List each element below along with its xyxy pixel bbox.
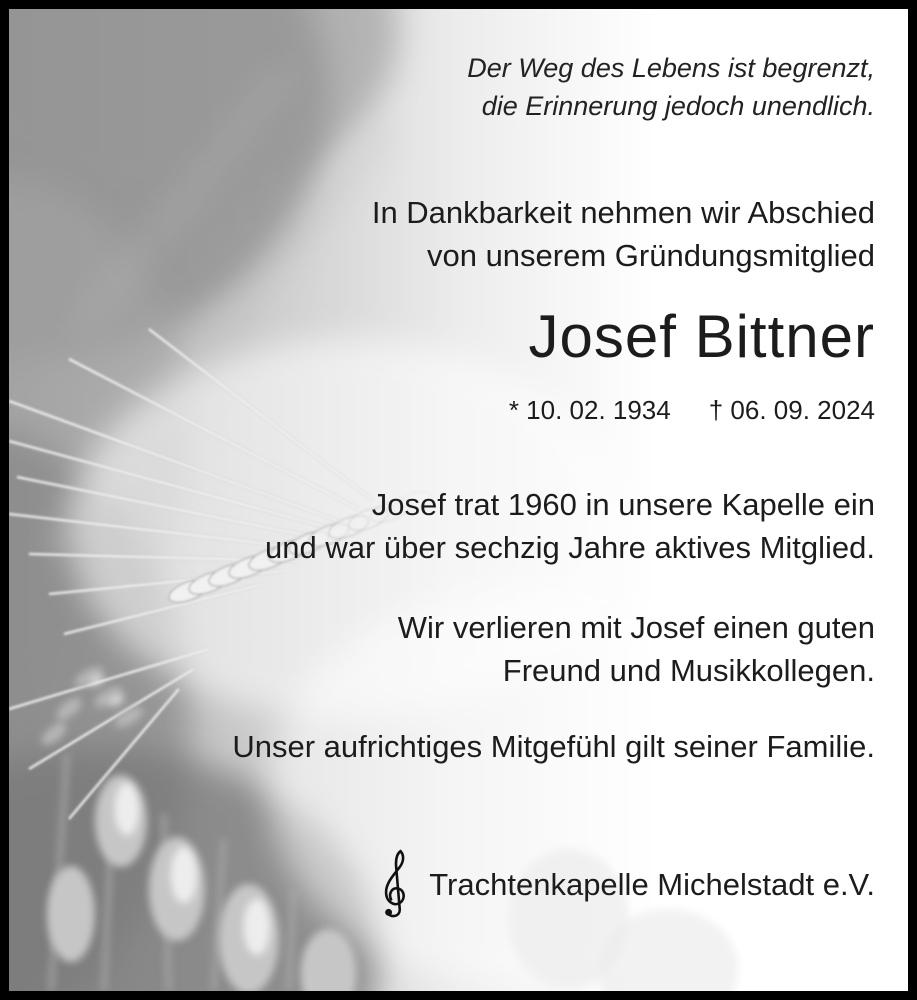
treble-clef-icon: [379, 849, 409, 921]
membership-line-1: Josef trat 1960 in unsere Kapelle ein: [371, 487, 875, 522]
intro-line-2: von unserem Gründungsmitglied: [426, 238, 875, 273]
intro-text: [372, 191, 875, 277]
quote-line-2: die Erinnerung jedoch unendlich.: [481, 91, 875, 121]
loss-line-1: Wir verlieren mit Josef einen guten: [397, 610, 875, 645]
signature-row: [379, 845, 875, 925]
obituary-content: [9, 9, 908, 991]
deceased-name: Josef Bittner: [528, 303, 875, 370]
birth-date: * 10. 02. 1934: [508, 395, 671, 425]
organization-name: Trachtenkapelle Michelstadt e.V.: [429, 867, 875, 902]
condolence-line: Unser aufrichtiges Mitgefühl gilt seiner Familie.: [232, 729, 875, 764]
membership-line-2: und war über sechzig Jahre aktives Mitglied.: [265, 530, 875, 565]
loss-line-2: Freund und Musikkollegen.: [502, 653, 875, 688]
condolence-paragraph: [232, 725, 875, 768]
life-dates: [509, 395, 875, 425]
membership-paragraph: [265, 483, 875, 569]
death-date: † 06. 09. 2024: [708, 395, 875, 425]
intro-line-1: In Dankbarkeit nehmen wir Abschied: [371, 195, 875, 230]
memorial-quote: [467, 49, 875, 125]
loss-paragraph: [398, 606, 875, 692]
quote-line-1: Der Weg des Lebens ist begrenzt,: [467, 53, 875, 83]
